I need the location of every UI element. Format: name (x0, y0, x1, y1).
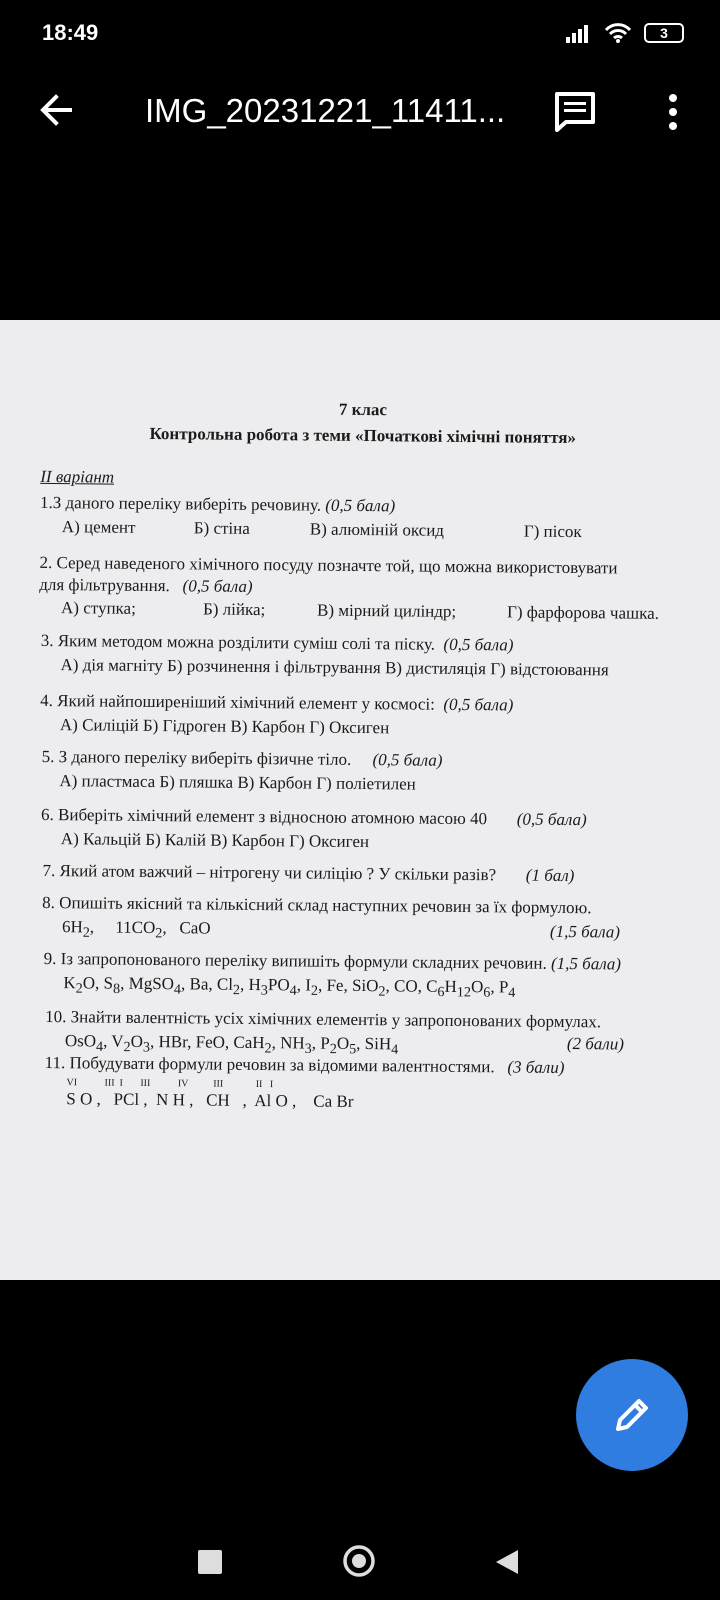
question-2-cont: для фільтрування. (0,5 бала) (39, 574, 253, 596)
q1-option-c: В) алюміній оксид (309, 519, 445, 540)
file-title: IMG_20231221_11411... (145, 92, 506, 129)
comment-icon[interactable] (554, 90, 596, 132)
question-2: 2. Серед наведеного хімічного посуду позначте той, що можна використовувати (39, 552, 618, 578)
q2-option-c: В) мірний циліндр; (316, 600, 457, 621)
document-photo[interactable] (0, 320, 720, 1280)
exam-title: Контрольна робота з теми «Початкові хімічні поняття» (149, 423, 577, 448)
q10-formulas: OsO$_4$, $V_2O_3$, HBr, FeO, CaH$_2$, $NH_3$, $P_2O_5$, SiH$_4$ (64, 1031, 399, 1058)
q4-options: А) Силіцій Б) Гідроген В) Карбон Г) Оксиген (59, 715, 390, 738)
status-bar (0, 0, 720, 70)
q2-option-d: Г) фарфорова чашка. (506, 602, 660, 623)
nav-bar (0, 1510, 720, 1600)
signal-icon (566, 23, 592, 43)
question-1: 1.З даного переліку виберіть речовину. (0,5 бала) (39, 492, 396, 516)
question-11: 11. Побудувати формули речовин за відомими валентностями. (3 бали) (44, 1052, 565, 1077)
wifi-icon (604, 22, 632, 44)
q9-formulas: $K_2O$, $S_8$, MgSO$_4$, Ba, $Cl_2$, $H_3PO_4$, $I_2$, Fe, SiO$_2$, CO, $C_6H_{12}O_6$, $P_4$ (63, 973, 516, 1001)
q8-formulas: $6H_2$, $11CO_2$, CaO (61, 917, 211, 942)
q2-option-a: А) ступка; (60, 598, 136, 618)
q3-options: А) дія магніту Б) розчинення і фільтрування В) дистиляція Г) відстоювання (60, 655, 609, 680)
question-6: 6. Виберіть хімічний елемент з відносною атомною масою 40 (0,5 бала) (40, 804, 587, 830)
q1-option-b: Б) стіна (193, 518, 250, 538)
variant-label: II варіант (40, 466, 115, 487)
q5-options: А) пластмаса Б) пляшка В) Карбон Г) поліетилен (59, 771, 416, 794)
q11-valences: VI III I III IV III II I (66, 1077, 274, 1091)
question-4: 4. Який найпоширеніший хімічний елемент у космосі: (0,5 бала) (40, 690, 514, 715)
q2-option-b: Б) лійка; (202, 599, 266, 620)
grade-heading: 7 клас (338, 399, 388, 420)
q6-options: А) Кальцій Б) Калій В) Карбон Г) Оксиген (60, 829, 370, 852)
edit-button[interactable] (576, 1359, 688, 1471)
exam-sheet (0, 320, 720, 1280)
q1-option-d: Г) пісок (523, 521, 582, 542)
question-3: 3. Яким методом можна розділити суміш солі та піску. (0,5 бала) (40, 630, 514, 655)
more-vert-icon[interactable] (655, 90, 691, 134)
question-5: 5. З даного переліку виберіть фізичне тіло. (0,5 бала) (41, 746, 443, 770)
question-7: 7. Який атом важчий – нітрогену чи силіцію ? У скільки разів? (1 бал) (42, 860, 575, 886)
status-time: 18:49 (42, 20, 99, 45)
q11-formulas: S O , PCl , N H , CH , Al O , Ca Br (66, 1089, 354, 1111)
q10-points: (2 бали) (566, 1034, 625, 1054)
question-9: 9. Із запропонованого переліку випишіть формули складних речовин. (1,5 бала) (43, 948, 622, 974)
app-bar (0, 70, 720, 154)
nav-back-icon[interactable] (494, 1548, 520, 1576)
question-10: 10. Знайти валентність усіх хімічних елементів у запропонованих формулах. (45, 1006, 602, 1032)
back-arrow-icon[interactable] (36, 90, 76, 130)
home-button[interactable] (342, 1544, 376, 1578)
recents-button[interactable] (198, 1550, 222, 1574)
q8-points: (1,5 бала) (549, 921, 621, 942)
pencil-icon (610, 1393, 654, 1437)
battery-icon: 3 (644, 23, 684, 43)
q1-option-a: А) цемент (61, 517, 136, 537)
question-8: 8. Опишіть якісний та кількісний склад наступних речовин за їх формулою. (42, 892, 592, 918)
